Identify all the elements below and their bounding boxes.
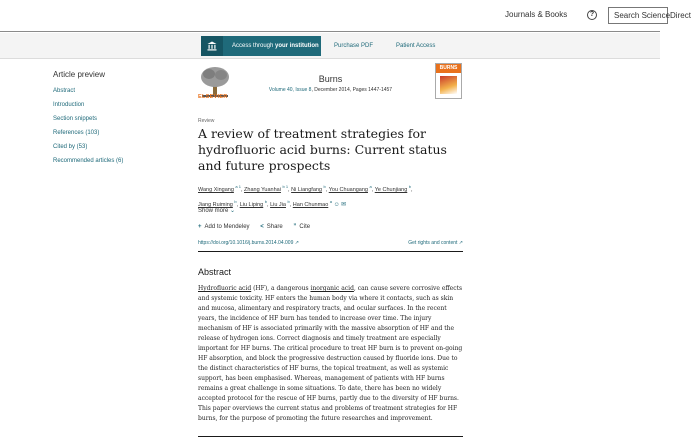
email-icon[interactable]: ✉ — [341, 201, 347, 208]
access-institution-button[interactable] — [201, 36, 321, 56]
sidebar-title: Article preview — [53, 70, 106, 79]
journal-cover-image[interactable] — [435, 63, 462, 99]
show-more-button[interactable]: Show more ⌄ — [198, 208, 236, 214]
chevron-down-icon: ⌄ — [230, 208, 236, 214]
abstract-heading: Abstract — [198, 267, 232, 277]
author-link[interactable]: Liu Jia — [270, 201, 286, 208]
cover-art — [440, 76, 457, 94]
doi-row — [198, 240, 463, 246]
add-to-mendeley-button[interactable]: + Add to Mendeley — [198, 224, 250, 230]
share-button[interactable]: < Share — [260, 224, 283, 230]
article-type: Review — [198, 118, 215, 124]
rights-link[interactable]: Get rights and content ↗ — [408, 240, 463, 246]
article-title: A review of treatment strategies for hydrofluoric acid burns: Current status and future prospects — [198, 126, 447, 173]
patient-access-link[interactable]: Patient Access — [396, 43, 436, 49]
search-input[interactable]: Search ScienceDirect — [608, 7, 668, 24]
external-link-icon: ↗ — [458, 240, 463, 246]
journals-books-link[interactable]: Journals & Books — [505, 10, 568, 19]
volume-link[interactable]: Volume 40, Issue 8 — [268, 87, 312, 93]
author-link[interactable]: Han Chunmao — [292, 201, 329, 208]
action-bar — [0, 33, 660, 59]
author-link[interactable]: Liu Liping — [239, 201, 264, 208]
doi-link[interactable]: https://doi.org/10.1016/j.burns.2014.04.009 ↗ — [198, 240, 299, 246]
publisher-name: ELSEVIER — [198, 94, 228, 100]
question-icon[interactable]: ? — [587, 10, 597, 20]
cite-button[interactable]: ” Cite — [293, 224, 311, 230]
author-list: Wang Xingang $^{a 1}$, Zhang Yuanhai $^{b 1}$, Ni Liangfang $^b$, You Chuangang $^a$, Ye Chunjiang $^b$, Jiang Ruiming $^b$, Liu Liping $^b$, Liu Jia $^b$, Han Chunmao $^a$ ☺ ✉ — [198, 184, 413, 208]
hydrofluoric-acid-link[interactable]: Hydrofluoric acid — [198, 285, 252, 292]
author-link[interactable]: Ni Liangfang — [291, 186, 322, 193]
journal-header — [198, 60, 463, 108]
purchase-pdf-link[interactable]: Purchase PDF — [334, 43, 374, 49]
access-label: Access through your institution — [232, 43, 319, 49]
external-link-icon: ↗ — [294, 240, 299, 246]
share-icon: < — [260, 224, 264, 230]
cover-title: BURNS — [436, 64, 461, 73]
sidebar-item-references[interactable]: References (103) — [53, 130, 100, 136]
sidebar-item-cited-by[interactable]: Cited by (53) — [53, 144, 88, 150]
sidebar-item-introduction[interactable]: Introduction — [53, 102, 85, 108]
article-tools — [198, 224, 319, 230]
plus-icon: + — [198, 224, 202, 230]
person-icon[interactable]: ☺ — [333, 201, 340, 208]
author-link[interactable]: You Chuangang — [328, 186, 368, 193]
author-link[interactable]: Jiang Ruiming — [198, 201, 233, 208]
quote-icon: ” — [293, 224, 297, 230]
divider — [198, 251, 463, 252]
sidebar-item-recommended-articles[interactable]: Recommended articles (6) — [53, 158, 124, 164]
sidebar-item-abstract[interactable]: Abstract — [53, 88, 76, 94]
sidebar-item-section-snippets[interactable]: Section snippets — [53, 116, 98, 122]
abstract-text: Hydrofluoric acid (HF), a dangerous inorganic acid, can cause severe corrosive effects and systemic toxicity. HF enters the human body via where it contacts, such as skin and mucosa, alimentary and respiratory tracts, and ocular surfaces. In the recent years, the incidence of HF burn has tended to increase over time. The injury mechanism of HF is associated primarily with the massive absorption of HF and the release of hydrogen ions. Correct diagnosis and timely treatment are especially important for HF burns. The critical procedure to treat HF burn is to prevent on-going HF absorption, and block the progressive destruction caused by fluoride ions. Due to the distinct characteristics of HF burns, the topical treatment, as well as systemic support, has been emphasised. Whereas, management of patients with HF burns remains a great challenge in some situations. To date, there has been no widely accepted protocol for the rescue of HF burns, partly due to the diversity of HF burns. This paper overviews the current status and problems of treatment strategies for HF burns, for the purpose of promoting the future researches and improvement. — [198, 285, 463, 422]
institution-icon — [201, 36, 223, 56]
article-preview-sidebar — [53, 70, 183, 172]
journal-issue-info: Volume 40, Issue 8, December 2014, Pages 1447-1457 — [268, 87, 393, 93]
author-link[interactable]: Wang Xingang — [198, 186, 234, 193]
divider — [198, 436, 463, 437]
author-link[interactable]: Ye Chunjiang — [374, 186, 408, 193]
top-header — [0, 0, 691, 32]
journal-title[interactable]: Burns — [318, 74, 343, 84]
author-link[interactable]: Zhang Yuanhai — [244, 186, 281, 193]
inorganic-acid-link[interactable]: inorganic acid — [310, 285, 354, 292]
